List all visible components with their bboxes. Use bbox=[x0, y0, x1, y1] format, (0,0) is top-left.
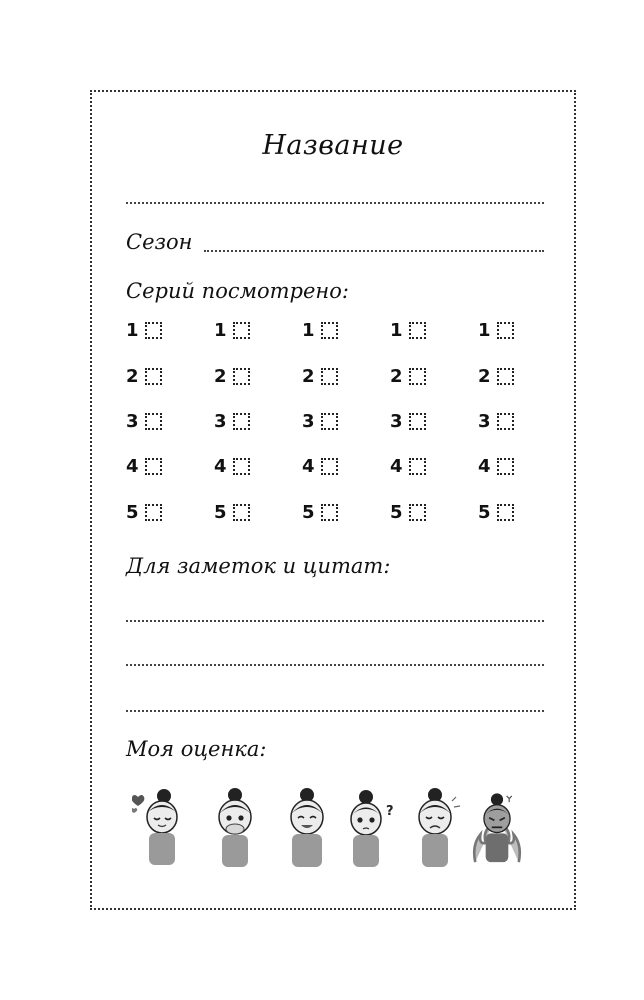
notes-line[interactable] bbox=[126, 620, 544, 622]
episode-number: 2 bbox=[214, 366, 227, 387]
episode-number: 1 bbox=[214, 320, 227, 341]
episode-checkbox[interactable] bbox=[145, 504, 162, 521]
episode-checkbox[interactable] bbox=[321, 413, 338, 430]
episode-checkbox[interactable] bbox=[497, 504, 514, 521]
episode-number: 5 bbox=[214, 502, 227, 523]
episode-number: 1 bbox=[390, 320, 403, 341]
episode-cell bbox=[126, 320, 162, 341]
episode-number: 3 bbox=[478, 411, 491, 432]
episode-checkbox[interactable] bbox=[145, 368, 162, 385]
title-write-line[interactable] bbox=[126, 202, 544, 204]
episode-cell bbox=[214, 456, 250, 477]
rating-faces bbox=[132, 787, 542, 872]
episode-number: 4 bbox=[214, 456, 227, 477]
love-face-icon[interactable] bbox=[132, 787, 186, 872]
episode-cell bbox=[302, 456, 338, 477]
episode-cell bbox=[214, 502, 250, 523]
episode-cell bbox=[126, 366, 162, 387]
episode-checkbox[interactable] bbox=[233, 322, 250, 339]
notes-line[interactable] bbox=[126, 664, 544, 666]
episode-number: 2 bbox=[390, 366, 403, 387]
episode-cell bbox=[302, 502, 338, 523]
episode-cell bbox=[478, 502, 514, 523]
notes-label: Для заметок и цитат: bbox=[126, 554, 391, 578]
episode-checkbox[interactable] bbox=[321, 504, 338, 521]
episode-number: 3 bbox=[302, 411, 315, 432]
episode-cell bbox=[126, 456, 162, 477]
episode-checkbox[interactable] bbox=[321, 368, 338, 385]
episode-number: 4 bbox=[126, 456, 139, 477]
season-label: Сезон bbox=[126, 230, 193, 254]
episodes-label: Серий посмотрено: bbox=[126, 279, 349, 303]
episode-checkbox[interactable] bbox=[233, 504, 250, 521]
episode-cell bbox=[390, 456, 426, 477]
episode-checkbox[interactable] bbox=[409, 322, 426, 339]
angry-face-icon[interactable] bbox=[470, 787, 524, 872]
episode-checkbox[interactable] bbox=[233, 413, 250, 430]
page-title: Название bbox=[262, 130, 404, 161]
episode-number: 2 bbox=[126, 366, 139, 387]
episode-number: 1 bbox=[478, 320, 491, 341]
episode-cell bbox=[390, 502, 426, 523]
happy-face-icon[interactable] bbox=[280, 787, 334, 872]
episode-number: 1 bbox=[302, 320, 315, 341]
episode-checkbox[interactable] bbox=[409, 504, 426, 521]
episode-checkbox[interactable] bbox=[497, 458, 514, 475]
episode-checkbox[interactable] bbox=[233, 458, 250, 475]
rating-label: Моя оценка: bbox=[126, 737, 267, 761]
tv-series-tracker-card bbox=[90, 90, 576, 910]
episode-number: 5 bbox=[478, 502, 491, 523]
episode-checkbox[interactable] bbox=[409, 368, 426, 385]
episode-checkbox[interactable] bbox=[145, 322, 162, 339]
episode-cell bbox=[478, 366, 514, 387]
episode-number: 4 bbox=[390, 456, 403, 477]
shy-face-icon[interactable] bbox=[208, 787, 262, 872]
episode-number: 2 bbox=[302, 366, 315, 387]
episode-cell bbox=[390, 366, 426, 387]
episode-cell bbox=[302, 366, 338, 387]
episode-checkbox[interactable] bbox=[233, 368, 250, 385]
notes-line[interactable] bbox=[126, 710, 544, 712]
episode-number: 5 bbox=[302, 502, 315, 523]
episode-cell bbox=[390, 320, 426, 341]
episode-number: 5 bbox=[126, 502, 139, 523]
confused-face-icon[interactable] bbox=[344, 787, 398, 872]
episode-checkbox[interactable] bbox=[497, 368, 514, 385]
episode-cell bbox=[302, 411, 338, 432]
episode-checkbox[interactable] bbox=[321, 322, 338, 339]
episode-cell bbox=[214, 411, 250, 432]
episode-number: 2 bbox=[478, 366, 491, 387]
episode-checkbox[interactable] bbox=[321, 458, 338, 475]
episode-checkbox[interactable] bbox=[497, 413, 514, 430]
episode-cell bbox=[126, 502, 162, 523]
episode-checkbox[interactable] bbox=[145, 413, 162, 430]
episode-cell bbox=[214, 366, 250, 387]
episode-number: 3 bbox=[126, 411, 139, 432]
episodes-checkbox-grid bbox=[126, 320, 546, 530]
episode-cell bbox=[126, 411, 162, 432]
episode-cell bbox=[478, 320, 514, 341]
episode-number: 4 bbox=[478, 456, 491, 477]
episode-checkbox[interactable] bbox=[409, 413, 426, 430]
episode-checkbox[interactable] bbox=[497, 322, 514, 339]
svg-text:?: ? bbox=[386, 804, 394, 819]
episode-number: 1 bbox=[126, 320, 139, 341]
episode-number: 4 bbox=[302, 456, 315, 477]
episode-checkbox[interactable] bbox=[409, 458, 426, 475]
episode-cell bbox=[302, 320, 338, 341]
episode-number: 3 bbox=[214, 411, 227, 432]
episode-checkbox[interactable] bbox=[145, 458, 162, 475]
episode-number: 3 bbox=[390, 411, 403, 432]
episode-cell bbox=[478, 411, 514, 432]
episode-cell bbox=[214, 320, 250, 341]
episode-cell bbox=[390, 411, 426, 432]
episode-number: 5 bbox=[390, 502, 403, 523]
season-write-line[interactable] bbox=[204, 250, 544, 252]
sad-face-icon[interactable] bbox=[408, 787, 462, 872]
episode-cell bbox=[478, 456, 514, 477]
